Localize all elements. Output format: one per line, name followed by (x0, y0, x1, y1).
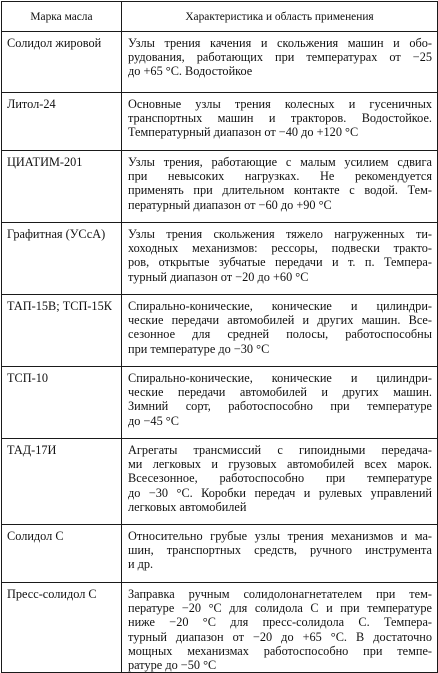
lubricant-name: Литол-24 (2, 93, 122, 151)
description-line: и др. (128, 557, 154, 572)
lubricant-description (122, 525, 438, 583)
description-line: до +65 °С. Водостойкое (128, 64, 253, 79)
table-row (2, 367, 438, 439)
header-row (2, 2, 438, 32)
header-brand: Марка масла (2, 2, 122, 32)
header-description: Характеристика и область применения (122, 2, 438, 32)
description-line: ческие передачи автомобилей и других машин. (128, 385, 432, 400)
lubricant-description (122, 439, 438, 525)
table-row (2, 151, 438, 223)
description-line: шин, транспортных средств, ручного инструмента (128, 543, 432, 558)
description-line: при невысоких нагрузках. Не рекомендуется (128, 169, 432, 184)
lubricant-name: ЦИАТИМ-201 (2, 151, 122, 223)
description-line: хоходных механизмов: рессоры, подвески тракто- (128, 241, 432, 256)
description-line: турный диапазон от −20 до +60 °С (128, 269, 309, 284)
lubricant-description (122, 93, 438, 151)
table-row (2, 93, 438, 151)
table-row (2, 583, 438, 673)
description-line: ратуре до −50 °С (128, 658, 217, 673)
lubricant-description (122, 367, 438, 439)
description-line: ниже −20 °С для пресс-солидола С. Темпера- (128, 615, 432, 630)
table-row (2, 525, 438, 583)
lubricant-description (122, 223, 438, 295)
lubricant-description (122, 32, 438, 93)
lubricant-name: Солидол жировой (2, 32, 122, 93)
description-line: транспортных машин и тракторов. Водостойкое. (128, 111, 432, 126)
description-line: ров, открытые зубчатые передачи и т. п. Темпера- (128, 255, 432, 270)
description-line: пературе −20 °С для солидола С и при температуре (128, 601, 432, 616)
description-line: ми легковых и грузовых автомобилей всех марок. (128, 457, 432, 472)
description-line: Температурный диапазон от −40 до +120 °С (128, 125, 359, 140)
description-line: ческие передачи автомобилей и других машин. Все- (128, 313, 432, 328)
lubricant-table (1, 1, 438, 673)
lubricant-name: Графитная (УСсА) (2, 223, 122, 295)
table-row (2, 223, 438, 295)
lubricant-name: ТАП-15В; ТСП-15К (2, 295, 122, 367)
lubricant-name: ТСП-10 (2, 367, 122, 439)
description-line: при температуре до −30 °С (128, 341, 270, 356)
description-line: Зимний сорт, работоспособно при температуре (128, 399, 432, 414)
description-line: Узлы трения скольжения тяжело нагруженных ти- (128, 227, 432, 241)
description-line: сезонное для средней полосы, работоспособны (128, 327, 432, 342)
description-line: Всесезонное, работоспособно при температуре (128, 471, 432, 486)
description-line: мощных механизмах работоспособно при темпе- (128, 643, 432, 658)
description-line: легковых автомобилей (128, 499, 247, 514)
description-line: Спирально-конические, конические и цилиндри- (128, 371, 432, 385)
description-line: Спирально-конические, конические и цилиндри- (128, 299, 432, 313)
lubricant-description (122, 295, 438, 367)
lubricant-name: Солидол С (2, 525, 122, 583)
description-line: Относительно грубые узлы трения механизмов и ма- (128, 529, 432, 543)
lubricant-description (122, 151, 438, 223)
description-line: Агрегаты трансмиссий с гипоидными передача- (128, 443, 432, 457)
description-line: Узлы трения, работающие с малым усилием сдвига (128, 155, 432, 169)
lubricant-name: ТАД-17И (2, 439, 122, 525)
description-line: до −30 °С. Коробки передач и рулевых управлений (128, 485, 432, 500)
description-line: Узлы трения качения и скольжения машин и обо- (128, 36, 432, 50)
lubricant-description (122, 583, 438, 673)
description-line: Основные узлы трения колесных и гусеничных (128, 97, 432, 111)
description-line: до −45 °С (128, 413, 179, 428)
table-row (2, 439, 438, 525)
description-line: турный диапазон от −20 до +65 °С. В достаточно (128, 629, 432, 644)
description-line: пературный диапазон от −60 до +90 °С (128, 197, 332, 212)
table-row (2, 32, 438, 93)
description-line: рудования, работающих при температурах от −25 (128, 50, 432, 65)
description-line: применять при длительном контакте с водой. Тем- (128, 183, 432, 198)
table-row (2, 295, 438, 367)
description-line: Заправка ручным солидолонагнетателем при тем- (128, 587, 432, 601)
lubricant-name: Пресс-солидол С (2, 583, 122, 673)
